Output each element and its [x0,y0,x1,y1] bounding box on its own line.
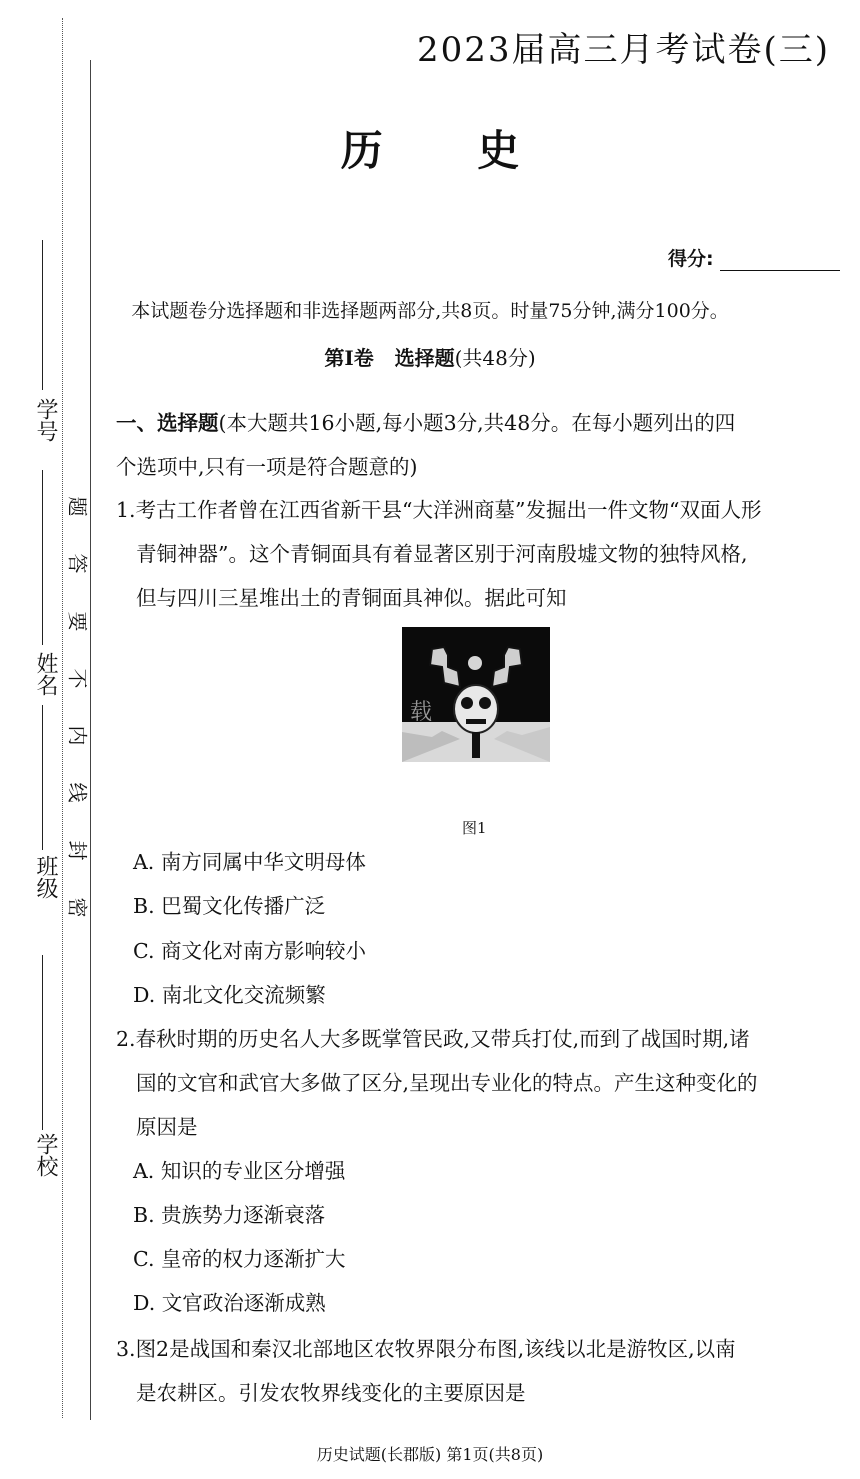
figure-watermark: 载 [410,700,433,725]
score-field [668,244,840,271]
page-footer: 历史试题(长郡版) 第1页(共8页) [316,1445,544,1464]
exam-title: 2023届高三月考试卷(三) [416,30,830,70]
warning-char: 内 [65,725,90,746]
field-class-line [42,705,43,850]
warning-char: 题 [65,496,90,517]
part-note: (共48分) [454,346,536,370]
part-label: 第Ⅰ卷 [324,346,374,370]
field-name-line [42,470,43,645]
part-title: 选择题 [394,346,455,370]
field-name-label: 姓名 [33,652,58,696]
subject-title: 历 史 [340,126,560,175]
section-head: 一、选择题 [116,411,219,435]
question-1-line1 [116,493,828,523]
warning-char: 答 [65,553,90,574]
question-1-text: 考古工作者曾在江西省新干县“大洋洲商墓”发掘出一件文物“双面人形 [135,498,762,522]
question-1-line3: 但与四川三星堆出土的青铜面具神似。据此可知 [136,586,567,610]
question-1-option-a[interactable]: A. 南方同属中华文明母体 [133,850,366,874]
question-1-number: 1. [116,498,136,522]
question-2-line1 [116,1022,828,1052]
figure-bronze-mask-image [402,627,550,762]
score-blank[interactable] [720,250,840,271]
field-class-label: 班级 [33,855,58,899]
figure-1-caption: 图1 [462,819,487,837]
exam-instructions: 本试题卷分选择题和非选择题两部分,共8页。时量75分钟,满分100分。 [131,300,729,322]
bronze-mask-illustration [402,627,550,762]
seal-line-warning [67,492,91,922]
part-heading [0,342,860,371]
question-1-line2: 青铜神器”。这个青铜面具有着显著区别于河南殷墟文物的独特风格, [136,542,748,566]
question-2-option-c[interactable]: C. 皇帝的权力逐渐扩大 [133,1247,346,1271]
field-student-id-label: 学号 [33,398,58,442]
score-label: 得分: [668,248,714,270]
question-3-line1 [116,1332,828,1362]
question-3-line2: 是农耕区。引发农牧界线变化的主要原因是 [136,1381,526,1405]
question-2-text: 春秋时期的历史名人大多既掌管民政,又带兵打仗,而到了战国时期,诸 [135,1027,750,1051]
warning-char: 线 [65,782,90,803]
warning-char: 密 [65,897,90,918]
warning-char: 要 [65,611,90,632]
warning-char: 封 [65,840,90,861]
question-2-option-b[interactable]: B. 贵族势力逐渐衰落 [133,1203,326,1227]
section-instruction-line2: 个选项中,只有一项是符合题意的) [116,455,418,479]
question-1-option-d[interactable]: D. 南北文化交流频繁 [133,983,326,1007]
question-2-option-a[interactable]: A. 知识的专业区分增强 [133,1159,346,1183]
section-instruction-line1 [116,406,828,436]
question-2-option-d[interactable]: D. 文官政治逐渐成熟 [133,1291,326,1315]
question-2-line2: 国的文官和武官大多做了区分,呈现出专业化的特点。产生这种变化的 [136,1071,758,1095]
question-2-line3: 原因是 [136,1115,198,1139]
question-3-text: 图2是战国和秦汉北部地区农牧界限分布图,该线以北是游牧区,以南 [135,1337,736,1361]
question-1-option-b[interactable]: B. 巴蜀文化传播广泛 [133,894,326,918]
section-text-1: (本大题共16小题,每小题3分,共48分。在每小题列出的四 [218,411,736,435]
warning-char: 不 [65,668,90,689]
field-school-label: 学校 [33,1133,58,1177]
field-school-line [42,955,43,1130]
question-2-number: 2. [116,1027,136,1051]
question-1-option-c[interactable]: C. 商文化对南方影响较小 [133,939,366,963]
binding-dotted-line [62,18,63,1418]
question-3-number: 3. [116,1337,136,1361]
